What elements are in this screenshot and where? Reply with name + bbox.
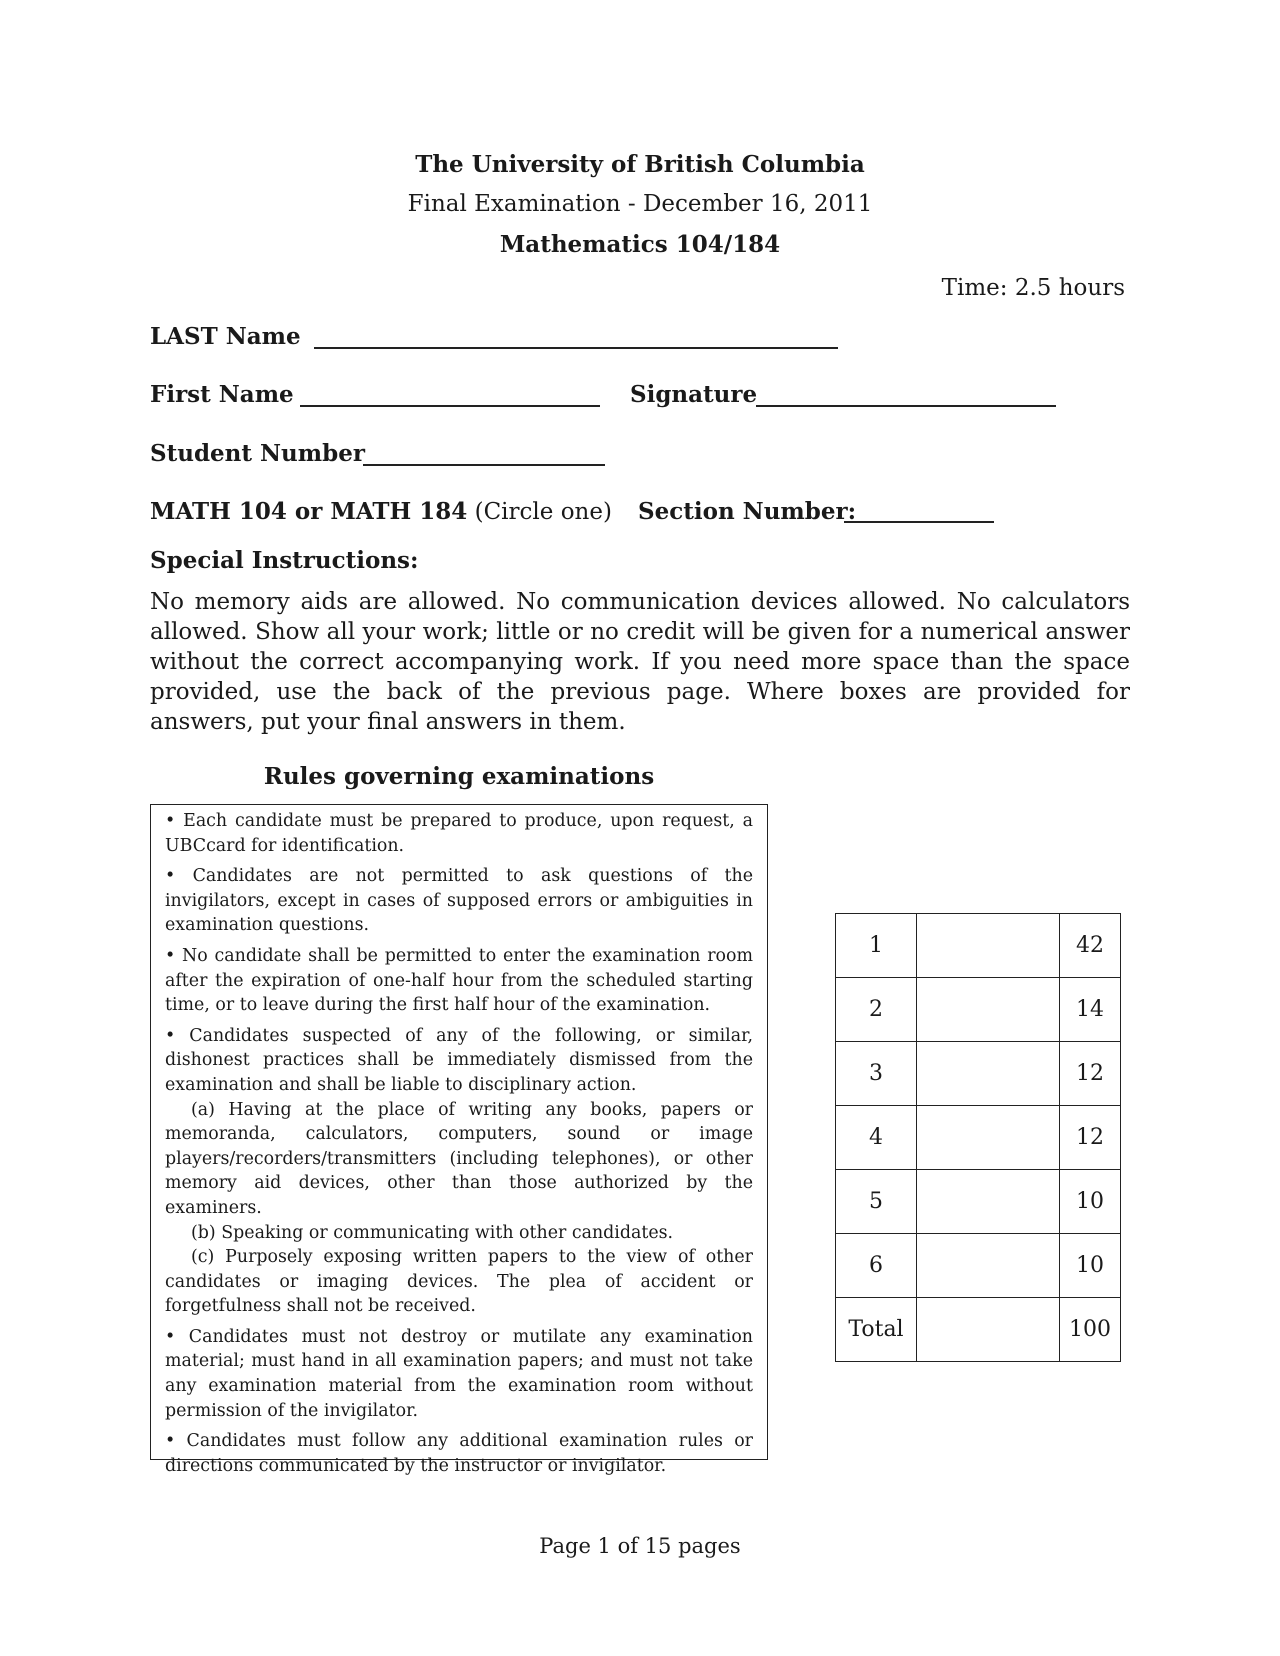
rule-item: • Candidates suspected of any of the following, or similar, dishonest practices shall be immediately dismissed from the examination and shall be liable to disciplinary action. — [165, 1025, 753, 1095]
rule-item: • Candidates must not destroy or mutilate any examination material; must hand in all examination papers; and must not take any examination material from the examination room without permission of the invigilator. — [165, 1326, 753, 1421]
max-points: 10 — [1060, 1234, 1121, 1298]
table-row — [836, 914, 1121, 978]
rules-title: Rules governing examinations — [263, 763, 655, 790]
table-row — [836, 1298, 1121, 1362]
rule-item: • Each candidate must be prepared to produce, upon request, a UBCcard for identification. — [165, 811, 753, 856]
total-score-cell[interactable] — [917, 1298, 1060, 1362]
table-row — [836, 1042, 1121, 1106]
signature-line[interactable] — [756, 405, 1056, 407]
rule-item: • Candidates are not permitted to ask questions of the invigilators, except in cases of supposed errors or ambiguities in examination questions. — [165, 866, 753, 936]
rule-subitem: (c) Purposely exposing written papers to the view of other candidates or imaging devices. The plea of accident or forgetfulness shall not be received. — [165, 1247, 753, 1317]
score-cell[interactable] — [917, 1170, 1060, 1234]
special-instructions-heading: Special Instructions: — [150, 547, 419, 574]
score-cell[interactable] — [917, 1042, 1060, 1106]
question-number: 6 — [836, 1234, 917, 1298]
max-points: 42 — [1060, 914, 1121, 978]
first-name-label: First Name — [150, 381, 294, 408]
max-points: 10 — [1060, 1170, 1121, 1234]
page-number: Page 1 of 15 pages — [539, 1534, 741, 1558]
score-cell[interactable] — [917, 1234, 1060, 1298]
score-cell[interactable] — [917, 1106, 1060, 1170]
question-number: 3 — [836, 1042, 917, 1106]
question-number: 5 — [836, 1170, 917, 1234]
table-row — [836, 978, 1121, 1042]
question-number: 1 — [836, 914, 917, 978]
score-cell[interactable] — [917, 914, 1060, 978]
rule-subitem: (b) Speaking or communicating with other candidates. — [191, 1222, 674, 1243]
total-label: Total — [836, 1298, 917, 1362]
course-title: Mathematics 104/184 — [499, 231, 781, 258]
rule-item: • No candidate shall be permitted to enter the examination room after the expiration of one-half hour from the scheduled starting time, or to leave during the first half hour of the examination. — [165, 945, 753, 1016]
max-points: 12 — [1060, 1042, 1121, 1106]
course-choice-label[interactable]: MATH 104 or MATH 184 — [150, 498, 468, 525]
student-number-label: Student Number — [150, 440, 365, 467]
last-name-line[interactable] — [314, 347, 838, 349]
university-title: The University of British Columbia — [415, 151, 865, 178]
question-number: 4 — [836, 1106, 917, 1170]
max-points: 14 — [1060, 978, 1121, 1042]
exam-date: Final Examination - December 16, 2011 — [407, 191, 873, 217]
question-number: 2 — [836, 978, 917, 1042]
section-number-label: Section Number: — [638, 498, 857, 525]
signature-label: Signature — [630, 381, 758, 408]
total-max-points: 100 — [1060, 1298, 1121, 1362]
first-name-line[interactable] — [300, 405, 600, 407]
special-instructions-text: No memory aids are allowed. No communication devices allowed. No calculators allowed. Show all your work; little or no credit will be given for a numerical answer without the correct accompanying work. If you need more space than the space provided, use the back of the previous page. Where boxes are provided for answers, put your final answers in them. — [150, 589, 1130, 735]
student-number-line[interactable] — [363, 464, 605, 466]
table-row — [836, 1170, 1121, 1234]
course-choice-row — [150, 498, 612, 525]
table-row — [836, 1106, 1121, 1170]
section-number-line[interactable] — [844, 521, 994, 523]
table-row — [836, 1234, 1121, 1298]
max-points: 12 — [1060, 1106, 1121, 1170]
score-table — [835, 913, 1121, 1362]
score-cell[interactable] — [917, 978, 1060, 1042]
time-allowed: Time: 2.5 hours — [941, 275, 1125, 301]
circle-one-note: (Circle one) — [474, 499, 612, 525]
rules-box — [150, 804, 768, 1476]
last-name-label: LAST Name — [150, 323, 301, 350]
rule-subitem: (a) Having at the place of writing any books, papers or memoranda, calculators, computers, sound or image players/recorders/transmitters (including telephones), or other memory aid devices, other than those authorized by the examiners. — [165, 1099, 753, 1218]
rule-item: • Candidates must follow any additional examination rules or directions communicated by the instructor or invigilator. — [165, 1431, 753, 1476]
